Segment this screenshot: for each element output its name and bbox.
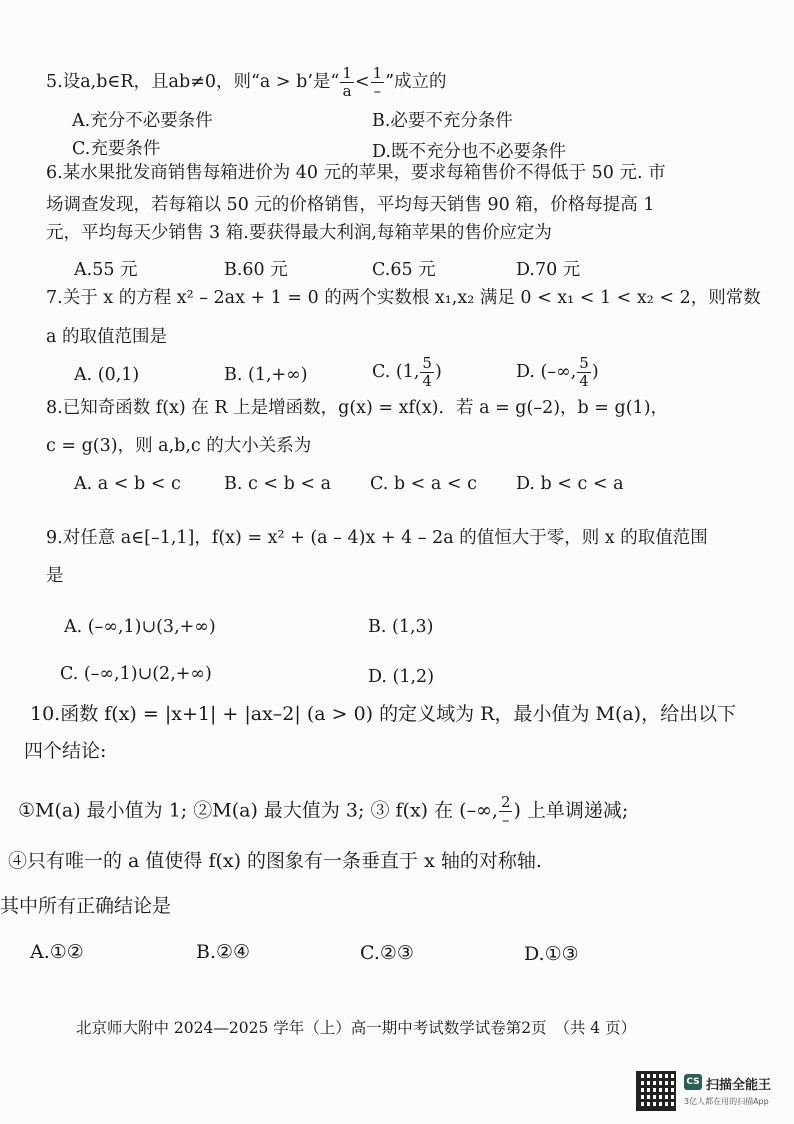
q7-fraction-c: $\frac{5}{4}$ bbox=[422, 354, 432, 390]
q9-option-b: B. (1,3) bbox=[368, 617, 434, 637]
q9-line-1: 9.对任意 a∈[–1,1]，f(x) = x² + (a – 4)x + 4 – 2a 的值恒大于零，则 x 的取值范围 bbox=[46, 528, 708, 548]
q6-option-b: B.60 元 bbox=[224, 260, 288, 280]
q9-option-c: C. (–∞,1)∪(2,+∞) bbox=[60, 664, 212, 684]
q10-option-a: A.①② bbox=[30, 941, 84, 963]
q8-option-b: B. c < b < a bbox=[224, 474, 331, 494]
q7-option-d: D. (–∞, $\frac{5}{4}$ ) bbox=[516, 354, 599, 390]
q10-line-2: 四个结论: bbox=[24, 740, 107, 762]
qr-code-icon bbox=[636, 1071, 676, 1111]
q9-line-2: 是 bbox=[46, 566, 64, 586]
q10-line-3: ①M(a) 最小值为 1; ②M(a) 最大值为 3; ③ f(x) 在 (–∞, $\frac{2}{-}$ ) 上单调递减; bbox=[18, 793, 629, 829]
q8-line-2: c = g(3)，则 a,b,c 的大小关系为 bbox=[46, 436, 312, 456]
q10-fraction: $\frac{2}{-}$ bbox=[500, 793, 511, 829]
q6-line-2: 场调查发现，若每箱以 50 元的价格销售，平均每天销售 90 箱，价格每提高 1 bbox=[46, 195, 655, 215]
q5-fraction-2: $\frac{1}{-}$ bbox=[372, 64, 383, 100]
q10-line-4: ④只有唯一的 a 值使得 f(x) 的图象有一条垂直于 x 轴的对称轴. bbox=[8, 850, 542, 872]
q5-option-d: D.既不充分也不必要条件 bbox=[372, 142, 566, 162]
q10-option-b: B.②④ bbox=[196, 941, 251, 963]
camscanner-logo: CS bbox=[684, 1074, 702, 1090]
q5-option-b: B.必要不充分条件 bbox=[372, 111, 513, 131]
q10-option-c: C.②③ bbox=[360, 942, 414, 964]
q7-option-b: B. (1,+∞) bbox=[224, 365, 308, 385]
q6-line-1: 6.某水果批发商销售每箱进价为 40 元的苹果，要求每箱售价不得低于 50 元. 市 bbox=[46, 163, 666, 183]
q6-option-d: D.70 元 bbox=[516, 260, 581, 280]
q8-option-c: C. b < a < c bbox=[370, 474, 477, 494]
camscanner-tagline: 3亿人都在用的扫描App bbox=[684, 1097, 769, 1106]
q6-option-a: A.55 元 bbox=[74, 260, 138, 280]
q7-option-a: A. (0,1) bbox=[74, 365, 140, 385]
q8-line-1: 8.已知奇函数 f(x) 在 R 上是增函数，g(x) = xf(x)．若 a = g(–2)，b = g(1)， bbox=[46, 398, 669, 418]
q8-option-d: D. b < c < a bbox=[516, 474, 624, 494]
q8-option-a: A. a < b < c bbox=[74, 474, 181, 494]
q5-option-c: C.充要条件 bbox=[72, 139, 161, 159]
q7-option-c: C. (1, $\frac{5}{4}$ ) bbox=[372, 354, 442, 390]
q5-fraction-1: $\frac{1}{a}$ bbox=[342, 64, 352, 100]
q5-option-a: A.充分不必要条件 bbox=[72, 111, 213, 131]
q7-line-2: a 的取值范围是 bbox=[46, 327, 167, 347]
q7-line-1: 7.关于 x 的方程 x² – 2ax + 1 = 0 的两个实数根 x₁,x₂ 满足 0 < x₁ < 1 < x₂ < 2，则常数 bbox=[46, 288, 761, 308]
q7-fraction-d: $\frac{5}{4}$ bbox=[579, 354, 589, 390]
page-footer: 北京师大附中 2024—2025 学年（上）高一期中考试数学试卷第2页 （共 4 页） bbox=[76, 1019, 637, 1037]
q10-option-d: D.①③ bbox=[524, 943, 579, 965]
q6-option-c: C.65 元 bbox=[372, 260, 436, 280]
question-5-stem: 5.设a,b∈R，且ab≠0，则“a > b’是“ $\frac{1}{a}$ < $\frac{1}{-}$ ”成立的 bbox=[46, 64, 447, 100]
q10-line-1: 10.函数 f(x) = |x+1| + |ax–2| (a > 0) 的定义域为 R，最小值为 M(a)，给出以下 bbox=[30, 703, 737, 725]
q6-line-3: 元，平均每天少销售 3 箱.要获得最大利润,每箱苹果的售价应定为 bbox=[46, 223, 552, 243]
q10-line-5: 其中所有正确结论是 bbox=[0, 895, 172, 917]
q9-option-d: D. (1,2) bbox=[368, 667, 435, 687]
q9-option-a: A. (–∞,1)∪(3,+∞) bbox=[64, 617, 216, 637]
q5-stem-text: 5.设a,b∈R，且ab≠0，则“a > b’是“ bbox=[46, 72, 340, 92]
camscanner-name: 扫描全能王 bbox=[706, 1078, 772, 1093]
